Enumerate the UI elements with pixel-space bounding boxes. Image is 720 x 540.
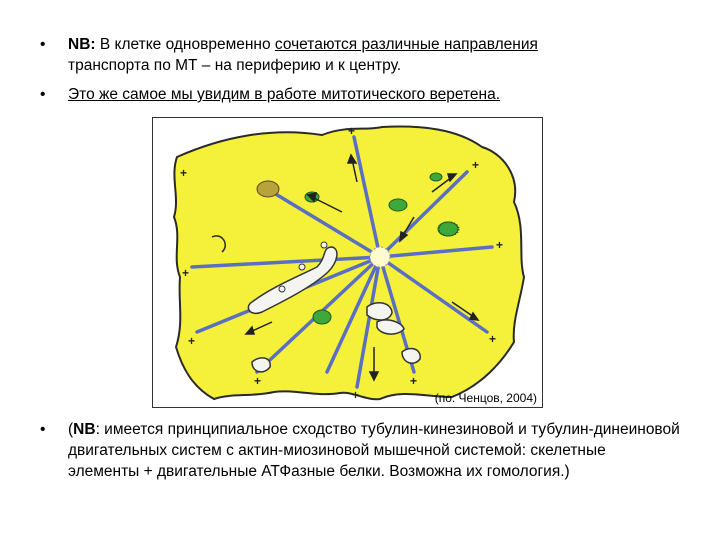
vesicle [430,173,442,181]
plus-end-label: + [489,332,497,346]
bullet-marker: • [40,36,46,53]
plus-end-label: + [254,374,262,388]
bullet-text-part-a: В клетке одновременно [95,36,275,53]
organelle [252,358,270,372]
bullet-mitotic-spindle [40,84,680,105]
nb-label: NB: [68,36,96,53]
cell-transport-diagram [152,117,543,408]
vesicle [313,310,331,324]
bullet-text-body: : имеется принципиальное сходство тубулин-кинезиновой и тубулин-динеиновой двигательных систем с актин-миозиновой мышечной системой: скелетные элементы + двигательные АТФазные белки. Возможна их гомология.) [68,421,680,480]
bullet-transport-directions [40,34,680,76]
bullet-text [68,34,680,76]
bullet-open-paren: ( [68,421,74,438]
centrosome [370,247,390,267]
cell-diagram-svg [152,117,543,408]
plus-end-label: + [348,124,356,138]
plus-end-label: + [180,166,188,180]
figure-caption: (по: Ченцов, 2004) [434,391,537,405]
bullet-text [68,419,680,482]
nb-label: NB [73,421,96,438]
bullet-text-part-b: транспорта по МТ – на периферию и к центру. [68,57,402,74]
mitochondrion [257,181,279,197]
bullet-text-underlined: сочетаются различные направления [274,36,538,53]
plus-end-label: + [352,388,360,402]
bullet-marker: • [40,421,46,438]
plus-end-label: + [182,266,190,280]
vesicle [389,199,407,211]
plus-end-label: + [496,238,504,252]
vesicle [438,222,458,236]
organelle [402,348,420,363]
organelle [367,303,392,320]
plus-end-label: + [410,374,418,388]
bullet-nb-homology [40,419,680,482]
plus-end-label: + [472,158,480,172]
bullet-marker: • [40,86,46,103]
bullet-text: Это же самое мы увидим в работе митотического веретена. [68,86,501,103]
plus-end-label: + [188,334,196,348]
